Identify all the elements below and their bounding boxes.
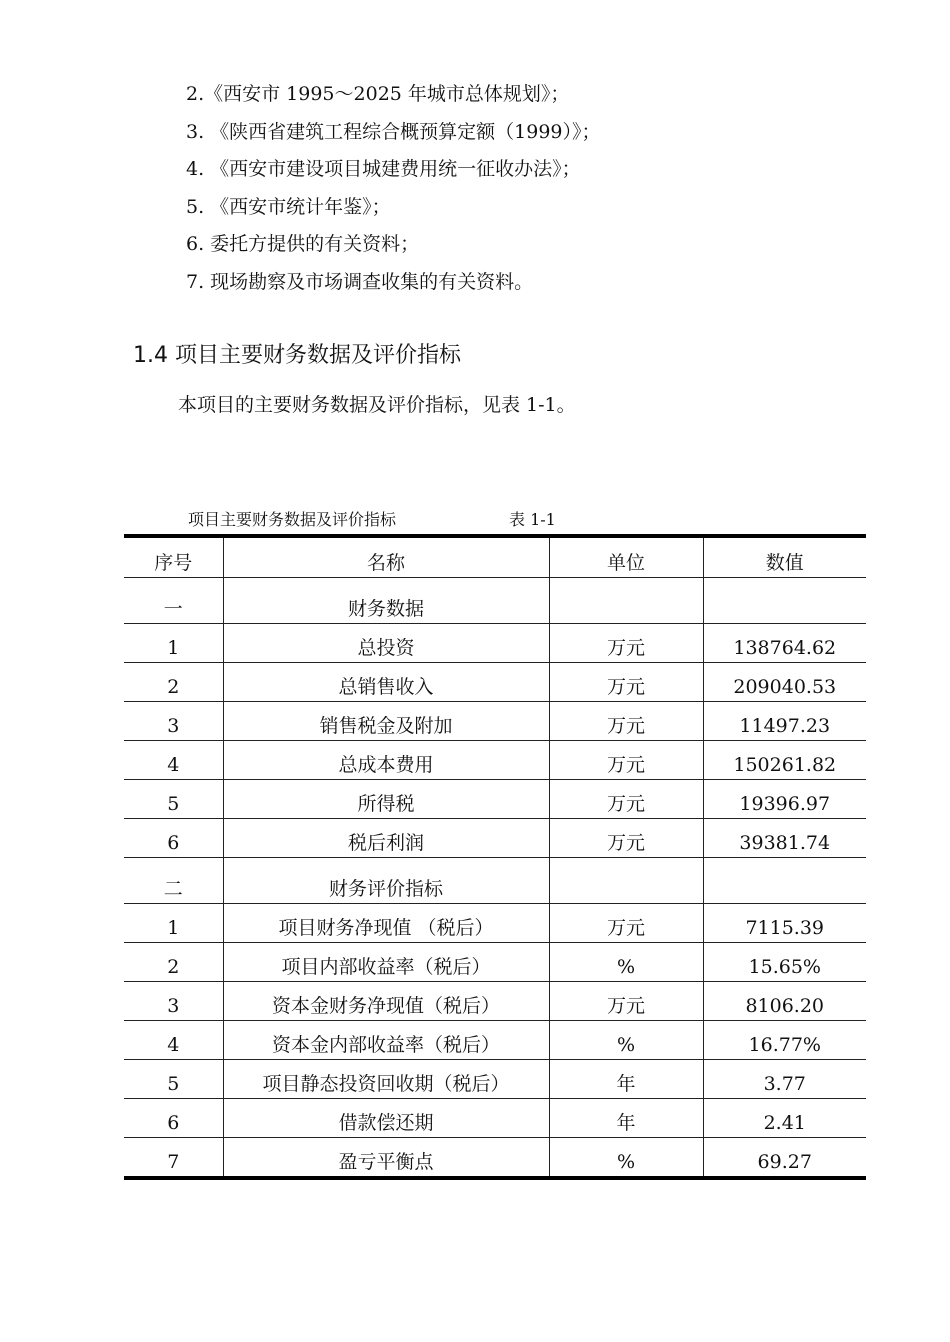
table-row <box>124 1021 866 1060</box>
cell-name: 借款偿还期 <box>223 1099 549 1138</box>
table-row <box>124 624 866 663</box>
cell-unit: % <box>549 1138 703 1179</box>
header-value: 数值 <box>703 536 866 578</box>
list-item: 4. 《西安市建设项目城建费用统一征收办法》； <box>186 158 581 181</box>
cell-index: 6 <box>124 1099 223 1138</box>
section-heading: 1.4 项目主要财务数据及评价指标 <box>133 343 461 368</box>
cell-unit: % <box>549 943 703 982</box>
table-row <box>124 780 866 819</box>
cell-index: 二 <box>124 858 223 904</box>
list-item: 2.《西安市 1995～2025 年城市总体规划》； <box>186 83 570 105</box>
cell-name: 财务数据 <box>223 578 549 624</box>
cell-index: 2 <box>124 663 223 702</box>
cell-unit: 年 <box>549 1060 703 1099</box>
table-caption-title: 项目主要财务数据及评价指标 <box>188 510 397 529</box>
intro-paragraph: 本项目的主要财务数据及评价指标，见表 1-1。 <box>178 394 576 416</box>
table-row <box>124 904 866 943</box>
cell-index: 6 <box>124 819 223 858</box>
table-row <box>124 819 866 858</box>
cell-value: 2.41 <box>703 1099 866 1138</box>
cell-unit: 万元 <box>549 624 703 663</box>
table-section-row <box>124 858 866 904</box>
table-row <box>124 982 866 1021</box>
cell-index: 4 <box>124 1021 223 1060</box>
cell-name: 项目静态投资回收期（税后） <box>223 1060 549 1099</box>
table-row <box>124 741 866 780</box>
cell-value: 11497.23 <box>703 702 866 741</box>
table-caption-number: 表 1-1 <box>509 510 556 529</box>
cell-unit: 万元 <box>549 904 703 943</box>
table-row <box>124 1138 866 1179</box>
cell-name: 总销售收入 <box>223 663 549 702</box>
cell-value: 8106.20 <box>703 982 866 1021</box>
cell-unit: 万元 <box>549 780 703 819</box>
cell-name: 资本金财务净现值（税后） <box>223 982 549 1021</box>
header-unit: 单位 <box>549 536 703 578</box>
cell-name: 销售税金及附加 <box>223 702 549 741</box>
cell-unit: 万元 <box>549 819 703 858</box>
cell-name: 总成本费用 <box>223 741 549 780</box>
cell-index: 2 <box>124 943 223 982</box>
table-row <box>124 702 866 741</box>
cell-name: 资本金内部收益率（税后） <box>223 1021 549 1060</box>
cell-name: 盈亏平衡点 <box>223 1138 549 1179</box>
cell-index: 1 <box>124 624 223 663</box>
table-row <box>124 663 866 702</box>
cell-unit <box>549 578 703 624</box>
cell-value: 16.77% <box>703 1021 866 1060</box>
cell-value: 3.77 <box>703 1060 866 1099</box>
header-index: 序号 <box>124 536 223 578</box>
table-row <box>124 1099 866 1138</box>
cell-value: 15.65% <box>703 943 866 982</box>
cell-unit <box>549 858 703 904</box>
cell-index: 一 <box>124 578 223 624</box>
cell-value <box>703 578 866 624</box>
cell-index: 3 <box>124 982 223 1021</box>
cell-unit: % <box>549 1021 703 1060</box>
cell-name: 税后利润 <box>223 819 549 858</box>
cell-name: 所得税 <box>223 780 549 819</box>
cell-index: 3 <box>124 702 223 741</box>
cell-unit: 万元 <box>549 982 703 1021</box>
cell-index: 7 <box>124 1138 223 1179</box>
list-item: 3. 《陕西省建筑工程综合概预算定额（1999）》； <box>186 120 601 143</box>
list-item: 5. 《西安市统计年鉴》； <box>186 195 391 218</box>
reference-list <box>186 76 601 302</box>
table-section-row <box>124 578 866 624</box>
table-row <box>124 1060 866 1099</box>
cell-value: 150261.82 <box>703 741 866 780</box>
cell-unit: 万元 <box>549 663 703 702</box>
list-item: 7. 现场勘察及市场调查收集的有关资料。 <box>186 270 534 293</box>
cell-name: 财务评价指标 <box>223 858 549 904</box>
cell-index: 5 <box>124 1060 223 1099</box>
cell-index: 1 <box>124 904 223 943</box>
header-name: 名称 <box>223 536 549 578</box>
table-row <box>124 943 866 982</box>
cell-index: 4 <box>124 741 223 780</box>
cell-value: 7115.39 <box>703 904 866 943</box>
cell-name: 总投资 <box>223 624 549 663</box>
cell-unit: 年 <box>549 1099 703 1138</box>
cell-value: 19396.97 <box>703 780 866 819</box>
cell-name: 项目内部收益率（税后） <box>223 943 549 982</box>
table-header-row <box>124 536 866 578</box>
cell-unit: 万元 <box>549 741 703 780</box>
list-item: 6. 委托方提供的有关资料； <box>186 233 420 256</box>
cell-value <box>703 858 866 904</box>
cell-name: 项目财务净现值 （税后） <box>223 904 549 943</box>
financial-indicators-table <box>124 534 866 1180</box>
cell-index: 5 <box>124 780 223 819</box>
cell-value: 69.27 <box>703 1138 866 1179</box>
cell-unit: 万元 <box>549 702 703 741</box>
cell-value: 209040.53 <box>703 663 866 702</box>
cell-value: 39381.74 <box>703 819 866 858</box>
cell-value: 138764.62 <box>703 624 866 663</box>
